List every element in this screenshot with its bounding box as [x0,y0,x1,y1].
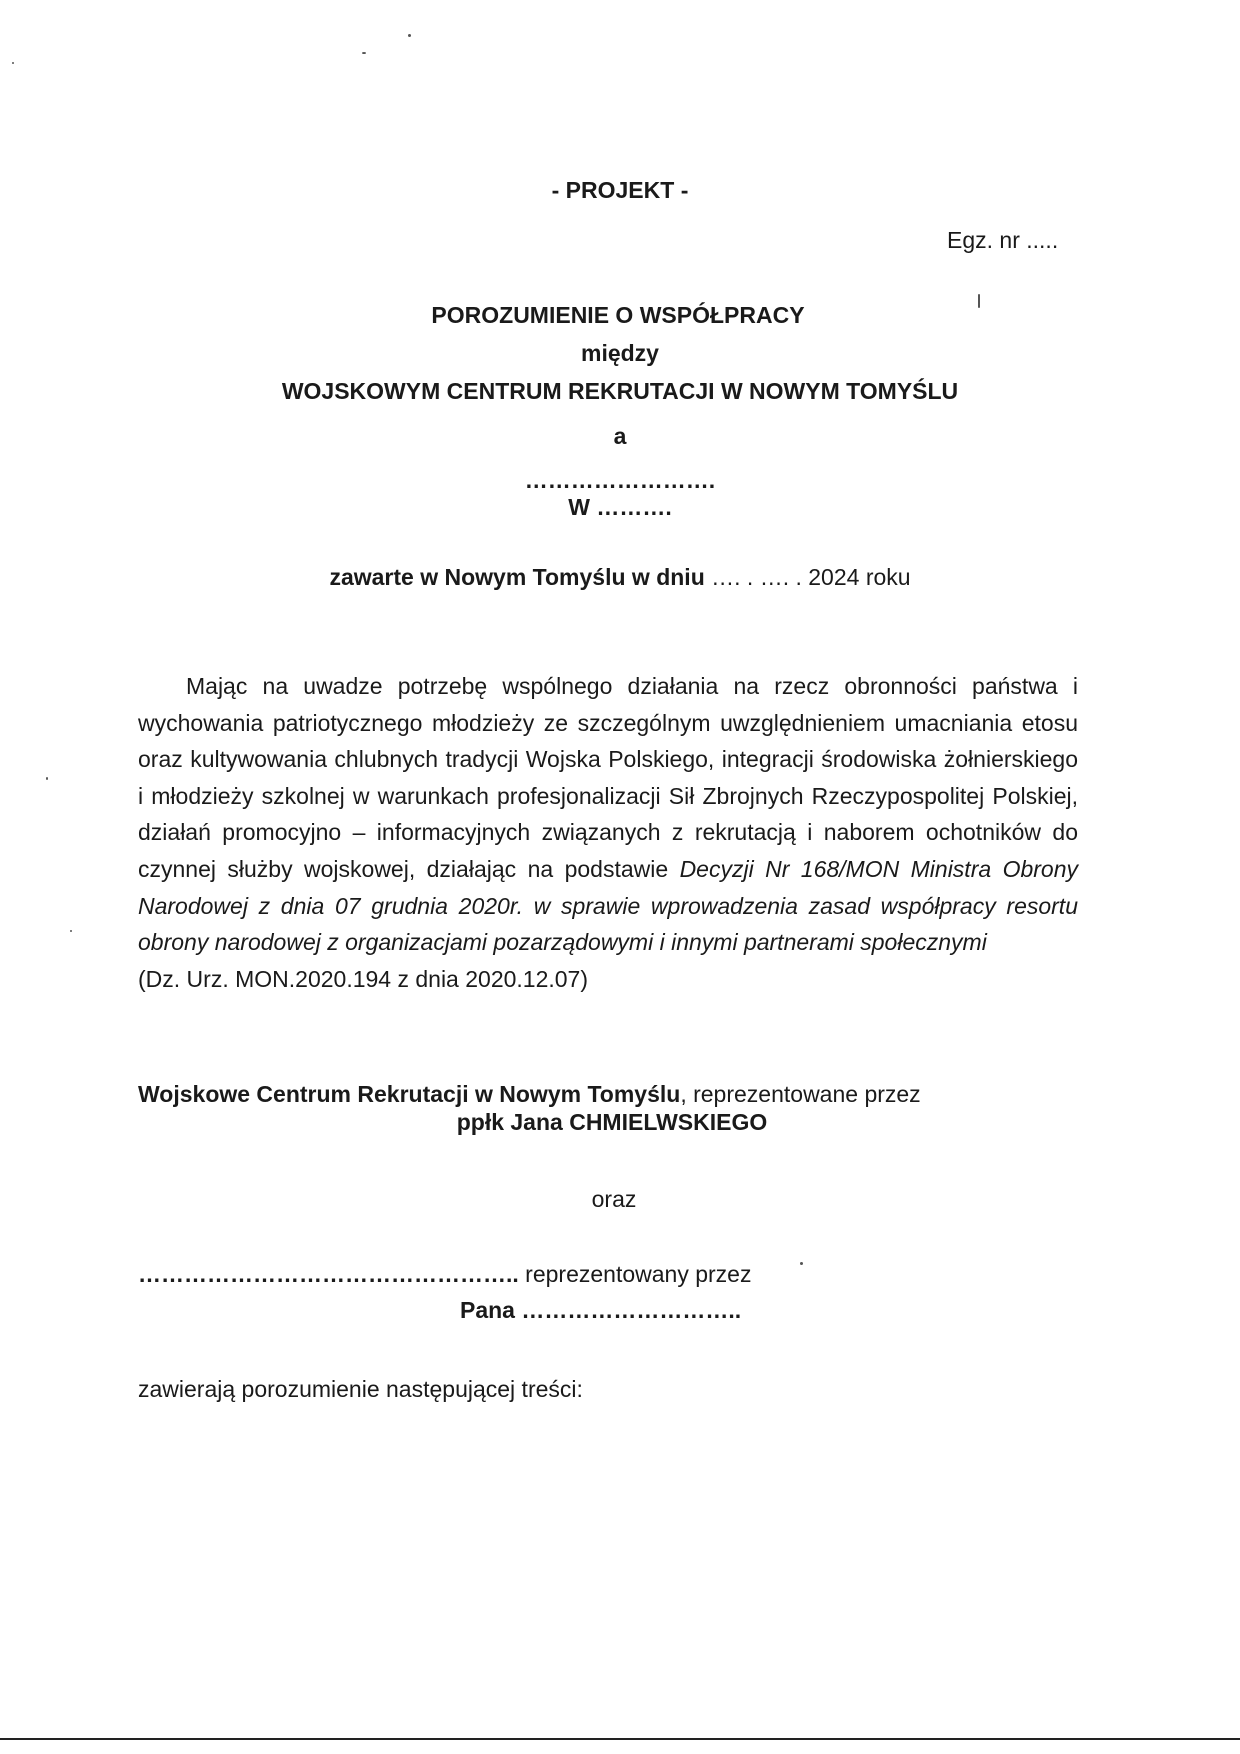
title-party2-placeholder: ……………………. [524,467,716,493]
party1-representative: ppłk Jana CHMIELWSKIEGO [456,1109,768,1135]
title-party1: WOJSKOWYM CENTRUM REKRUTACJI W NOWYM TOMYŚLU [281,378,959,404]
scan-speck [362,52,366,54]
title-between: między [581,340,659,366]
party1-name: Wojskowe Centrum Rekrutacji w Nowym Tomyślu [138,1081,681,1107]
scan-speck [408,34,411,37]
party1-represented-by: , reprezentowane przez [680,1081,921,1107]
party2-representative-prefix: Pana [460,1297,515,1323]
scan-speck [978,294,980,308]
scan-speck [70,930,72,932]
party1-line [138,1080,921,1108]
scan-speck [12,62,14,64]
date-line-value: …. . …. . 2024 roku [704,564,911,590]
conjunction: oraz [591,1186,637,1212]
party2-line [138,1260,751,1288]
party2-representative [460,1296,741,1324]
preamble-journal-reference: (Dz. Urz. MON.2020.194 z dnia 2020.12.07) [138,965,589,992]
scan-speck [800,1262,803,1265]
scan-bottom-edge [0,1738,1240,1740]
party2-represented-by: reprezentowany przez [518,1261,752,1287]
preamble-text: Mając na uwadze potrzebę wspólnego działania na rzecz obronności państwa i wychowania patriotycznego młodzieży ze szczególnym uwzględnieniem umacniania etosu oraz kultywowania chlubnych tradycji Wojska Polskiego, integracji środowiska żołnierskiego i młodzieży szkolnej w warunkach profesjonalizacji Sił Zbrojnych Rzeczypospolitej Polskiej, działań promocyjno – informacyjnych związanych z rekrutacją i naborem ochotników do czynnej służby wojskowej, działając na podstawie [138,673,1078,882]
projekt-heading: - PROJEKT - [551,177,689,203]
closing-line: zawierają porozumienie następującej treści: [138,1376,583,1402]
party2-representative-placeholder: ……………………….. [514,1297,742,1323]
copy-number: Egz. nr ..... [947,227,1059,253]
date-line [0,563,1240,591]
title-location-placeholder: W ………. [568,494,672,520]
preamble-paragraph [138,668,1078,997]
preamble-decision-reference: Decyzji Nr 168/MON Ministra Obrony Narodowej z dnia 07 grudnia 2020r. w sprawie wprowadzenia zasad współpracy resortu obrony narodowej z organizacjami pozarządowymi i innymi partnerami społecznymi [138,855,1078,956]
scan-speck [46,777,48,780]
title-and: a [613,423,627,449]
agreement-title: POROZUMIENIE O WSPÓŁPRACY [431,302,805,328]
date-line-bold: zawarte w Nowym Tomyślu w dniu [329,564,705,590]
party2-name-placeholder: ………………………………………….. [138,1261,519,1287]
